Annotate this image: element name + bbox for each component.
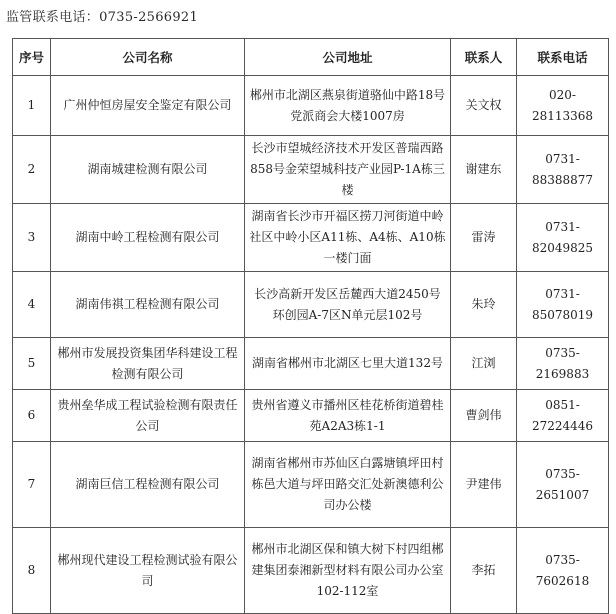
row-contact: 谢建东	[451, 136, 517, 204]
row-seq: 7	[13, 442, 51, 528]
row-address: 湖南省郴州市北湖区七里大道132号	[245, 338, 451, 390]
row-phone: 0731-85078019	[517, 272, 609, 338]
row-phone: 0735-7602618	[517, 528, 609, 614]
table-row	[13, 272, 609, 338]
row-company: 湖南巨信工程检测有限公司	[51, 442, 245, 528]
row-company: 湖南中岭工程检测有限公司	[51, 204, 245, 272]
table-row	[13, 390, 609, 442]
row-company: 湖南城建检测有限公司	[51, 136, 245, 204]
row-address: 长沙市望城经济技术开发区普瑞西路858号金荣望城科技产业园P-1A栋三楼	[245, 136, 451, 204]
row-seq: 4	[13, 272, 51, 338]
row-address: 湖南省郴州市苏仙区白露塘镇坪田村栋邑大道与坪田路交汇处新澳德利公司办公楼	[245, 442, 451, 528]
table-header-row	[13, 39, 609, 76]
row-contact: 关文权	[451, 76, 517, 136]
row-contact: 雷涛	[451, 204, 517, 272]
header-contact: 联系人	[451, 39, 517, 76]
row-address: 湖南省长沙市开福区捞刀河街道中岭社区中岭小区A11栋、A4栋、A10栋一楼门面	[245, 204, 451, 272]
table-row	[13, 338, 609, 390]
row-company: 广州仲恒房屋安全鉴定有限公司	[51, 76, 245, 136]
header-company: 公司名称	[51, 39, 245, 76]
row-address: 郴州市北湖区燕泉街道骆仙中路18号党派商会大楼1007房	[245, 76, 451, 136]
row-company: 郴州市发展投资集团华科建设工程检测有限公司	[51, 338, 245, 390]
row-contact: 尹建伟	[451, 442, 517, 528]
row-phone: 020-28113368	[517, 76, 609, 136]
row-contact: 朱玲	[451, 272, 517, 338]
row-seq: 1	[13, 76, 51, 136]
table-row	[13, 136, 609, 204]
row-phone: 0731-82049825	[517, 204, 609, 272]
row-contact: 李拓	[451, 528, 517, 614]
row-company: 郴州现代建设工程检测试验有限公司	[51, 528, 245, 614]
supervision-hotline: 监管联系电话：0735-2566921	[6, 10, 199, 25]
inspection-firms-table	[12, 38, 609, 614]
header-phone: 联系电话	[517, 39, 609, 76]
row-seq: 2	[13, 136, 51, 204]
row-seq: 3	[13, 204, 51, 272]
row-company: 湖南伟祺工程检测有限公司	[51, 272, 245, 338]
header-address: 公司地址	[245, 39, 451, 76]
row-phone: 0735-2651007	[517, 442, 609, 528]
row-address: 郴州市北湖区保和镇大树下村四组郴建集团泰湘新型材料有限公司办公室102-112室	[245, 528, 451, 614]
row-seq: 5	[13, 338, 51, 390]
row-address: 长沙高新开发区岳麓西大道2450号环创园A-7区N单元层102号	[245, 272, 451, 338]
header-seq: 序号	[13, 39, 51, 76]
table-row	[13, 528, 609, 614]
table-row	[13, 442, 609, 528]
row-contact: 曹剑伟	[451, 390, 517, 442]
row-phone: 0851-27224446	[517, 390, 609, 442]
table-row	[13, 76, 609, 136]
row-contact: 江浏	[451, 338, 517, 390]
table-row	[13, 204, 609, 272]
row-seq: 8	[13, 528, 51, 614]
row-seq: 6	[13, 390, 51, 442]
row-company: 贵州垒华成工程试验检测有限责任公司	[51, 390, 245, 442]
row-address: 贵州省遵义市播州区桂花桥街道碧桂苑A2A3栋1-1	[245, 390, 451, 442]
row-phone: 0735-2169883	[517, 338, 609, 390]
row-phone: 0731-88388877	[517, 136, 609, 204]
